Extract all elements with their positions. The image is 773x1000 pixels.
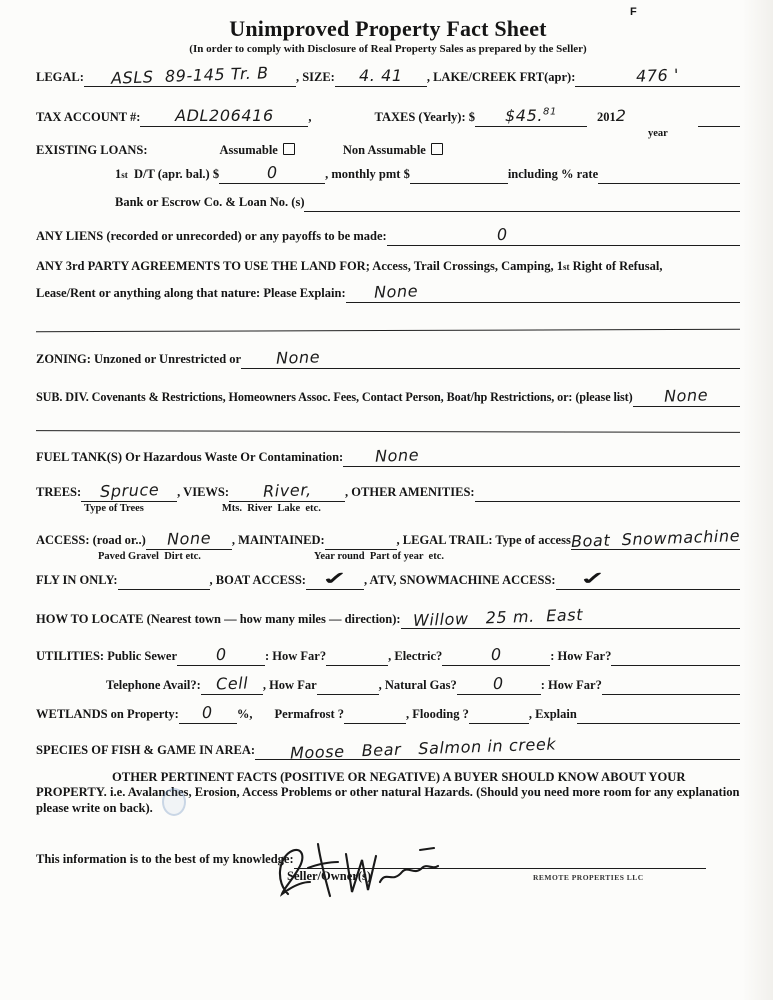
liens-row <box>36 224 740 246</box>
views-caption: Mts. River Lake etc. <box>221 503 321 514</box>
electric-field <box>442 644 550 666</box>
flooding-field <box>469 705 529 724</box>
monthly-pmt-field <box>410 165 508 184</box>
wetlands-row <box>36 702 740 724</box>
taxes-value-cents: 81 <box>543 106 557 118</box>
tax-row <box>36 108 740 127</box>
subdiv-field <box>633 385 740 407</box>
fuel-label: FUEL TANK(S) Or Hazardous Waste Or Contamination: <box>36 450 344 464</box>
subdiv-label: SUB. DIV. Covenants & Restrictions, Homeowners Assoc. Fees, Contact Person, Boat/hp Restrictions, or: (please list) <box>36 390 633 404</box>
gas-field <box>457 673 541 695</box>
locate-value: Willow 25 m. East <box>412 605 583 630</box>
third-party-label-end: Right of Refusal, <box>569 259 663 273</box>
sewer-howfar-label: : How Far? <box>265 649 327 663</box>
telephone-field <box>201 673 263 695</box>
divider-line <box>36 329 740 332</box>
trees-field <box>81 479 177 502</box>
dt-label: D/T (apr. bal.) $ <box>127 167 220 181</box>
sewer-howfar-field <box>326 647 388 666</box>
lease-rent-label: Lease/Rent or anything along that nature: Please Explain: <box>36 286 346 300</box>
access-value: None <box>166 528 212 549</box>
legal-row <box>36 63 740 88</box>
atv-access-label: , ATV, SNOWMACHINE ACCESS: <box>363 573 556 587</box>
signature-block <box>36 850 740 926</box>
amenities-field <box>475 483 740 502</box>
flooding-label: , Flooding ? <box>406 707 469 721</box>
zoning-label: ZONING: Unzoned or Unrestricted or <box>36 352 242 366</box>
maintained-label: , MAINTAINED: <box>231 533 325 547</box>
zoning-field <box>241 347 740 369</box>
rate-field <box>598 165 740 184</box>
dt-balance-value: 0 <box>266 162 278 183</box>
zoning-row <box>36 347 740 369</box>
explain-field <box>577 705 740 724</box>
views-value: River, <box>262 480 312 501</box>
liens-value: 0 <box>496 224 508 245</box>
fuel-field <box>343 445 740 467</box>
permafrost-field <box>344 705 406 724</box>
bank-row <box>36 193 740 212</box>
wetlands-field <box>179 702 237 724</box>
trees-caption: Type of Trees <box>84 503 144 514</box>
sewer-field <box>177 644 265 666</box>
size-value: 4. 41 <box>358 66 403 85</box>
boat-access-label: , BOAT ACCESS: <box>209 573 306 587</box>
utilities-label: UTILITIES: Public Sewer <box>36 649 177 663</box>
telephone-value: Cell <box>215 673 249 694</box>
telephone-row <box>36 673 740 695</box>
size-field <box>335 68 427 87</box>
first-dt-row <box>36 162 740 184</box>
species-label: SPECIES OF FISH & GAME IN AREA: <box>36 743 256 757</box>
bank-field <box>304 193 740 212</box>
dt-sup: st <box>121 170 128 180</box>
taxes-yearly-label: TAXES (Yearly): $ <box>374 110 475 124</box>
checkmark: ✓ <box>320 568 350 589</box>
access-row <box>36 526 741 551</box>
existing-loans-row <box>36 142 740 158</box>
lease-rent-row <box>36 281 740 303</box>
seller-owner-caption: Seller/Owner(s) <box>287 869 372 884</box>
fly-in-label: FLY IN ONLY: <box>36 573 118 587</box>
telephone-label: Telephone Avail?: <box>106 678 201 692</box>
zoning-value: None <box>275 347 321 368</box>
lake-frt-label: , LAKE/CREEK FRT(apr): <box>426 70 576 84</box>
legal-trail-field <box>570 526 741 551</box>
year-caption: year <box>648 128 668 139</box>
species-row <box>36 734 740 763</box>
telephone-howfar-field <box>317 676 379 695</box>
gas-label: , Natural Gas? <box>378 678 457 692</box>
gas-howfar-field <box>602 676 740 695</box>
subdiv-value: None <box>663 385 709 406</box>
gas-value: 0 <box>493 673 505 694</box>
third-party-row <box>36 259 740 274</box>
liens-label: ANY LIENS (recorded or unrecorded) or any payoffs to be made: <box>36 229 387 243</box>
fly-in-row <box>36 569 740 590</box>
utilities-row <box>36 644 740 666</box>
access-field <box>146 528 232 550</box>
wetlands-value: 0 <box>202 702 214 723</box>
access-caption: Paved Gravel Dirt etc. <box>98 551 201 562</box>
telephone-howfar-label: , How Far <box>262 678 317 692</box>
trees-label: TREES: <box>36 485 82 499</box>
lease-rent-field <box>346 281 740 303</box>
tax-account-field <box>140 108 308 127</box>
species-field <box>255 734 740 763</box>
scan-smudge <box>162 788 186 816</box>
species-value: Moose Bear Salmon in creek <box>289 734 557 763</box>
dt-num: 1 <box>115 167 122 181</box>
assumable-checkbox <box>283 143 295 155</box>
page-title: Unimproved Property Fact Sheet <box>229 16 547 41</box>
wetlands-label: WETLANDS on Property: <box>36 707 179 721</box>
gas-howfar-label: : How Far? <box>540 678 602 692</box>
electric-howfar-label: : How Far? <box>550 649 612 663</box>
locate-field <box>401 605 740 630</box>
tax-comma: , <box>308 110 312 124</box>
boat-access-field <box>306 569 364 590</box>
legal-value: ASLS 89-145 Tr. B <box>110 63 270 88</box>
fuel-value: None <box>374 445 420 466</box>
fuel-row <box>36 445 740 467</box>
trees-captions <box>36 503 740 514</box>
explain-label: , Explain <box>528 707 577 721</box>
year-prefix: 201 <box>597 110 616 124</box>
other-facts-paragraph: OTHER PERTINENT FACTS (POSITIVE OR NEGATIVE) A BUYER SHOULD KNOW ABOUT YOUR PROPERTY. i.e. Avalanches, Erosion, Access Problems or other natural Hazards. (Should you need more room for any explanation please write on back). <box>36 770 740 815</box>
lake-frt-field <box>575 65 740 87</box>
locate-row <box>36 605 740 630</box>
trees-row <box>36 479 740 502</box>
fly-in-field <box>118 571 210 590</box>
knowledge-label: This information is to the best of my knowledge: <box>36 852 294 867</box>
electric-label: , Electric? <box>388 649 443 663</box>
access-captions <box>36 551 740 562</box>
bank-label: Bank or Escrow Co. & Loan No. (s) <box>115 195 305 209</box>
year-value: 2 <box>615 106 627 125</box>
maintained-caption: Year round Part of year etc. <box>313 551 444 562</box>
percent-label: %, <box>236 707 253 721</box>
electric-value: 0 <box>490 644 502 665</box>
amenities-label: , OTHER AMENITIES: <box>345 485 475 499</box>
assumable-label: Assumable <box>219 143 278 157</box>
taxes-field <box>475 108 587 127</box>
atv-access-field <box>556 569 740 590</box>
non-assumable-label: Non Assumable <box>342 143 426 157</box>
tax-account-label: TAX ACCOUNT #: <box>36 110 141 124</box>
signature <box>274 838 459 904</box>
electric-howfar-field <box>611 647 740 666</box>
sewer-value: 0 <box>215 644 227 665</box>
rate-label: including % rate <box>507 167 599 181</box>
permafrost-label: Permafrost ? <box>274 707 344 721</box>
tax-account-value: ADL206416 <box>175 106 274 125</box>
checkmark: ✓ <box>577 568 608 589</box>
third-party-sup: st <box>562 262 570 272</box>
existing-loans-label: EXISTING LOANS: <box>36 143 148 157</box>
page-subtitle: (In order to comply with Disclosure of Real Property Sales as prepared by the Seller) <box>189 43 587 55</box>
year-caption-row <box>36 128 740 139</box>
agency-caption: REMOTE PROPERTIES LLC <box>533 873 644 883</box>
legal-label: LEGAL: <box>36 70 84 84</box>
third-party-label: ANY 3rd PARTY AGREEMENTS TO USE THE LAND FOR; Access, Trail Crossings, Camping, 1 <box>36 259 563 273</box>
access-label: ACCESS: (road or..) <box>36 533 146 547</box>
maintained-field <box>325 531 397 550</box>
corner-mark: F <box>630 6 637 18</box>
dt-balance-field <box>219 162 325 184</box>
monthly-pmt-label: , monthly pmt $ <box>325 167 410 181</box>
legal-field <box>84 63 296 88</box>
lease-rent-value: None <box>373 281 419 302</box>
lake-frt-value: 476 ' <box>635 65 680 86</box>
views-field <box>229 480 345 502</box>
divider-line <box>36 430 740 433</box>
legal-trail-label: , LEGAL TRAIL: Type of access <box>396 533 571 547</box>
blank-year-field <box>698 108 740 127</box>
trees-value: Spruce <box>99 479 160 502</box>
taxes-value: $45. <box>505 106 544 125</box>
non-assumable-checkbox <box>431 143 443 155</box>
legal-trail-value: Boat Snowmachine <box>570 526 741 551</box>
views-label: , VIEWS: <box>177 485 230 499</box>
subdiv-row <box>36 385 740 407</box>
locate-label: HOW TO LOCATE (Nearest town — how many miles — direction): <box>36 612 401 626</box>
size-label: , SIZE: <box>295 70 335 84</box>
liens-field <box>387 224 740 246</box>
